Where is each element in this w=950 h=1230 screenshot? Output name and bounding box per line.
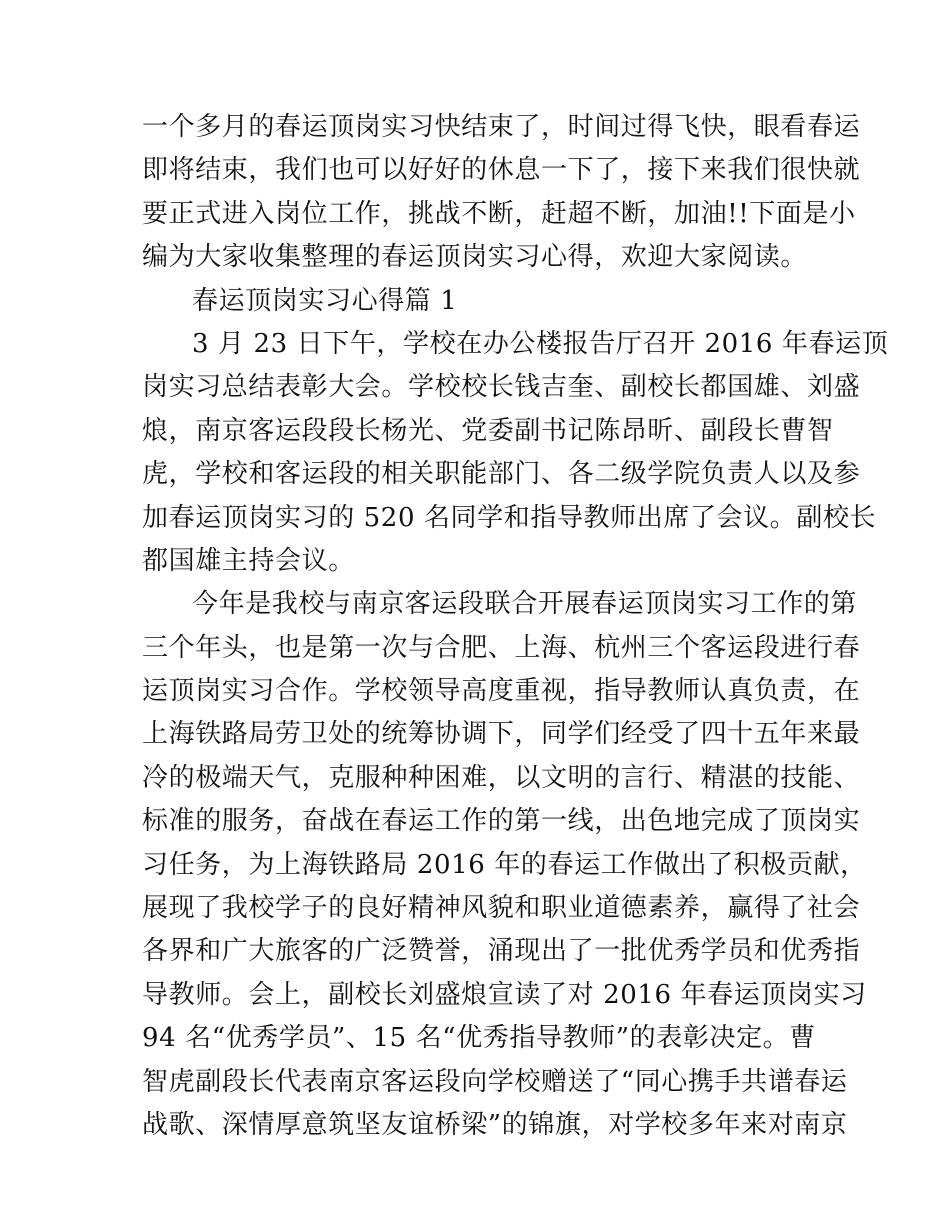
paragraph-1-line-5: 加春运顶岗实习的 520 名同学和指导教师出席了会议。副校长 [142,502,877,533]
paragraph-2-line-4: 上海铁路局劳卫处的统筹协调下，同学们经受了四十五年来最 [142,719,861,750]
paragraph-2-line-7: 习任务，为上海铁路局 2016 年的春运工作做出了积极贡献， [142,849,867,880]
paragraph-1-line-1: 3 月 23 日下午，学校在办公楼报告厅召开 2016 年春运顶 [192,328,889,359]
intro-line-3: 要正式进入岗位工作，挑战不断，赶超不断，加油!!下面是小 [142,198,856,229]
intro-line-1: 一个多月的春运顶岗实习快结束了，时间过得飞快，眼看春运 [142,112,861,142]
paragraph-1-line-4: 虎，学校和客运段的相关职能部门、各二级学院负责人以及参 [142,459,861,490]
paragraph-2-line-11: 94 名“优秀学员”、15 名“优秀指导教师”的表彰决定。曹 [142,1023,816,1054]
paragraph-2-line-10: 导教师。会上，副校长刘盛烺宣读了对 2016 年春运顶岗实习 [142,979,867,1010]
intro-line-2: 即将结束，我们也可以好好的休息一下了，接下来我们很快就 [142,155,861,186]
paragraph-2-line-9: 各界和广大旅客的广泛赞誉，涌现出了一批优秀学员和优秀指 [142,936,861,967]
paragraph-1-line-2: 岗实习总结表彰大会。学校校长钱吉奎、副校长都国雄、刘盛 [142,372,861,403]
paragraph-2-line-3: 运顶岗实习合作。学校领导高度重视，指导教师认真负责，在 [142,676,861,707]
paragraph-2-line-5: 冷的极端天气，克服种种困难，以文明的言行、精湛的技能、 [142,762,861,793]
paragraph-2-line-6: 标准的服务，奋战在春运工作的第一线，出色地完成了顶岗实 [142,806,861,837]
paragraph-2-line-1: 今年是我校与南京客运段联合开展春运顶岗实习工作的第 [192,589,858,620]
paragraph-2-line-13: 战歌、深情厚意筑坚友谊桥梁”的锦旗，对学校多年来对南京 [142,1109,848,1140]
paragraph-1-line-3: 烺，南京客运段段长杨光、党委副书记陈昂昕、副段长曹智 [142,415,834,446]
intro-line-4: 编为大家收集整理的春运顶岗实习心得，欢迎大家阅读。 [142,242,808,273]
paragraph-2-line-12: 智虎副段长代表南京客运段向学校赠送了“同心携手共谱春运 [142,1066,848,1097]
paragraph-2-line-8: 展现了我校学子的良好精神风貌和职业道德素养，赢得了社会 [142,893,861,924]
paragraph-1-line-6: 都国雄主持会议。 [142,545,355,576]
section-heading: 春运顶岗实习心得篇 1 [192,285,458,316]
document-body [142,106,889,1147]
paragraph-2-line-2: 三个年头，也是第一次与合肥、上海、杭州三个客运段进行春 [142,632,861,663]
